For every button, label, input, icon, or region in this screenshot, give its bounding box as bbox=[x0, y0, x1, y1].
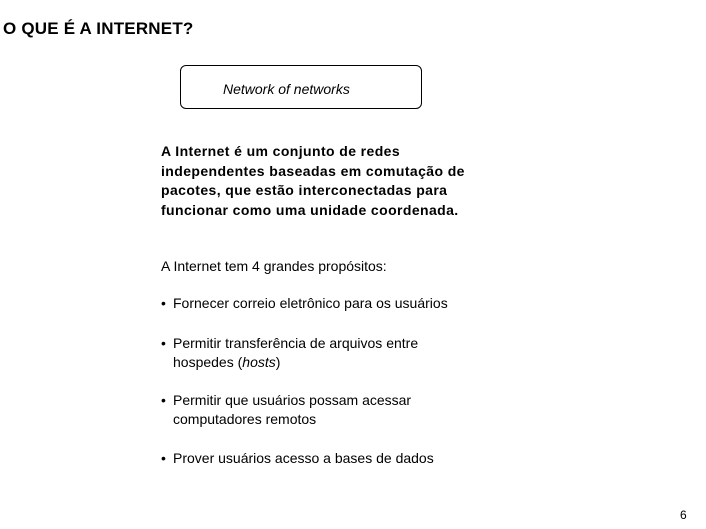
bullet-icon: • bbox=[161, 392, 166, 408]
definition-line: A Internet é um conjunto de redes bbox=[161, 143, 401, 159]
purpose-text: ) bbox=[275, 354, 281, 370]
page-number: 6 bbox=[680, 508, 687, 522]
bullet-icon: • bbox=[161, 295, 166, 311]
page-title: O QUE É A INTERNET? bbox=[3, 19, 194, 38]
purpose-text: Prover usuários acesso a bases de dados bbox=[173, 450, 434, 466]
bullet-icon: • bbox=[161, 450, 166, 466]
purpose-item bbox=[161, 294, 448, 313]
definition-paragraph bbox=[161, 142, 521, 220]
purpose-line bbox=[161, 450, 434, 466]
purpose-text: Permitir transferência de arquivos entre bbox=[173, 335, 419, 351]
purposes-intro: A Internet tem 4 grandes propósitos: bbox=[161, 258, 387, 274]
purpose-line bbox=[161, 335, 418, 351]
purpose-line bbox=[161, 392, 411, 408]
definition-line: funcionar como uma unidade coordenada. bbox=[161, 201, 459, 218]
purpose-item bbox=[161, 334, 418, 372]
subtitle-box bbox=[180, 65, 422, 109]
purpose-item bbox=[161, 449, 434, 468]
purpose-item bbox=[161, 391, 411, 429]
subtitle-text: Network of networks bbox=[223, 81, 350, 97]
bullet-icon: • bbox=[161, 335, 166, 351]
definition-line: pacotes, que estão interconectadas para bbox=[161, 182, 448, 198]
purpose-term-italic: hosts bbox=[242, 354, 276, 370]
purpose-line-continued bbox=[161, 353, 418, 372]
purpose-line bbox=[161, 295, 448, 311]
purpose-text: Fornecer correio eletrônico para os usuários bbox=[173, 295, 448, 311]
definition-line: independentes baseadas em comutação de bbox=[161, 162, 465, 179]
purpose-text: Permitir que usuários possam acessar bbox=[173, 392, 412, 408]
purpose-line-continued: computadores remotos bbox=[173, 411, 317, 427]
purpose-text: hospedes ( bbox=[173, 354, 243, 370]
